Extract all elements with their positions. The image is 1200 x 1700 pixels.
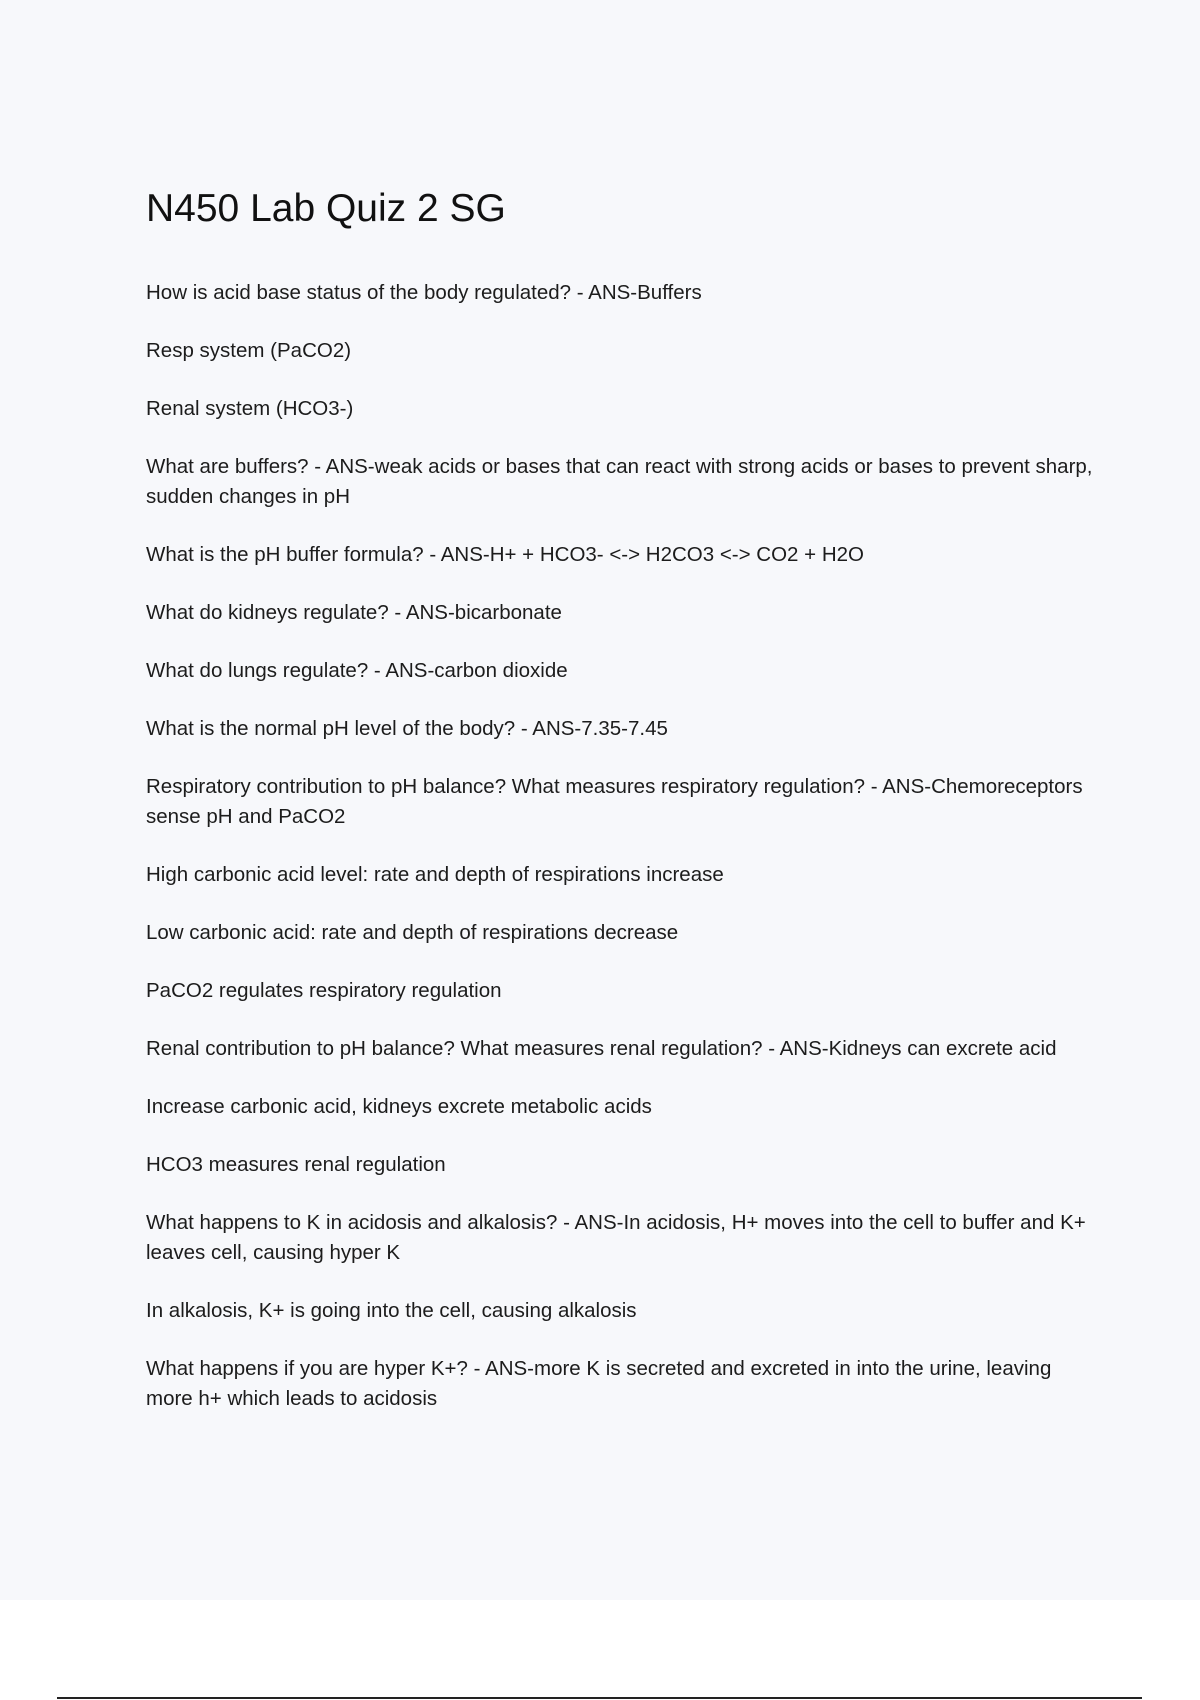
paragraph: How is acid base status of the body regulated? - ANS-Buffers — [146, 281, 702, 304]
paragraph: Resp system (PaCO2) — [146, 339, 352, 362]
page-divider — [57, 1697, 1142, 1699]
paragraph: What happens to K in acidosis and alkalosis? - ANS-In acidosis, H+ moves into the cell to buffer and K+ leaves cell, causing hyper K — [146, 1211, 1086, 1264]
paragraph: What is the normal pH level of the body? - ANS-7.35-7.45 — [146, 717, 668, 740]
paragraph: HCO3 measures renal regulation — [146, 1153, 446, 1176]
document-title: N450 Lab Quiz 2 SG — [146, 187, 506, 230]
document-content — [146, 184, 1096, 1442]
paragraph: Increase carbonic acid, kidneys excrete metabolic acids — [146, 1095, 652, 1118]
paragraph: What happens if you are hyper K+? - ANS-more K is secreted and excreted in into the urine, leaving more h+ which leads to acidosis — [146, 1357, 1052, 1410]
paragraph: Low carbonic acid: rate and depth of respirations decrease — [146, 921, 679, 944]
paragraph: In alkalosis, K+ is going into the cell, causing alkalosis — [146, 1299, 637, 1322]
paragraph: What do lungs regulate? - ANS-carbon dioxide — [146, 659, 568, 682]
paragraph: High carbonic acid level: rate and depth of respirations increase — [146, 863, 724, 886]
paragraph: Renal contribution to pH balance? What measures renal regulation? - ANS-Kidneys can excrete acid — [146, 1037, 1057, 1060]
paragraph: Respiratory contribution to pH balance? What measures respiratory regulation? - ANS-Chemoreceptors sense pH and PaCO2 — [146, 775, 1083, 828]
paragraph: What are buffers? - ANS-weak acids or bases that can react with strong acids or bases to prevent sharp, sudden changes in pH — [146, 455, 1093, 508]
paragraph: What is the pH buffer formula? - ANS-H+ + HCO3- <-> H2CO3 <-> CO2 + H2O — [146, 543, 864, 566]
paragraph: PaCO2 regulates respiratory regulation — [146, 979, 502, 1002]
paragraph: What do kidneys regulate? - ANS-bicarbonate — [146, 601, 562, 624]
paragraph: Renal system (HCO3-) — [146, 397, 354, 420]
